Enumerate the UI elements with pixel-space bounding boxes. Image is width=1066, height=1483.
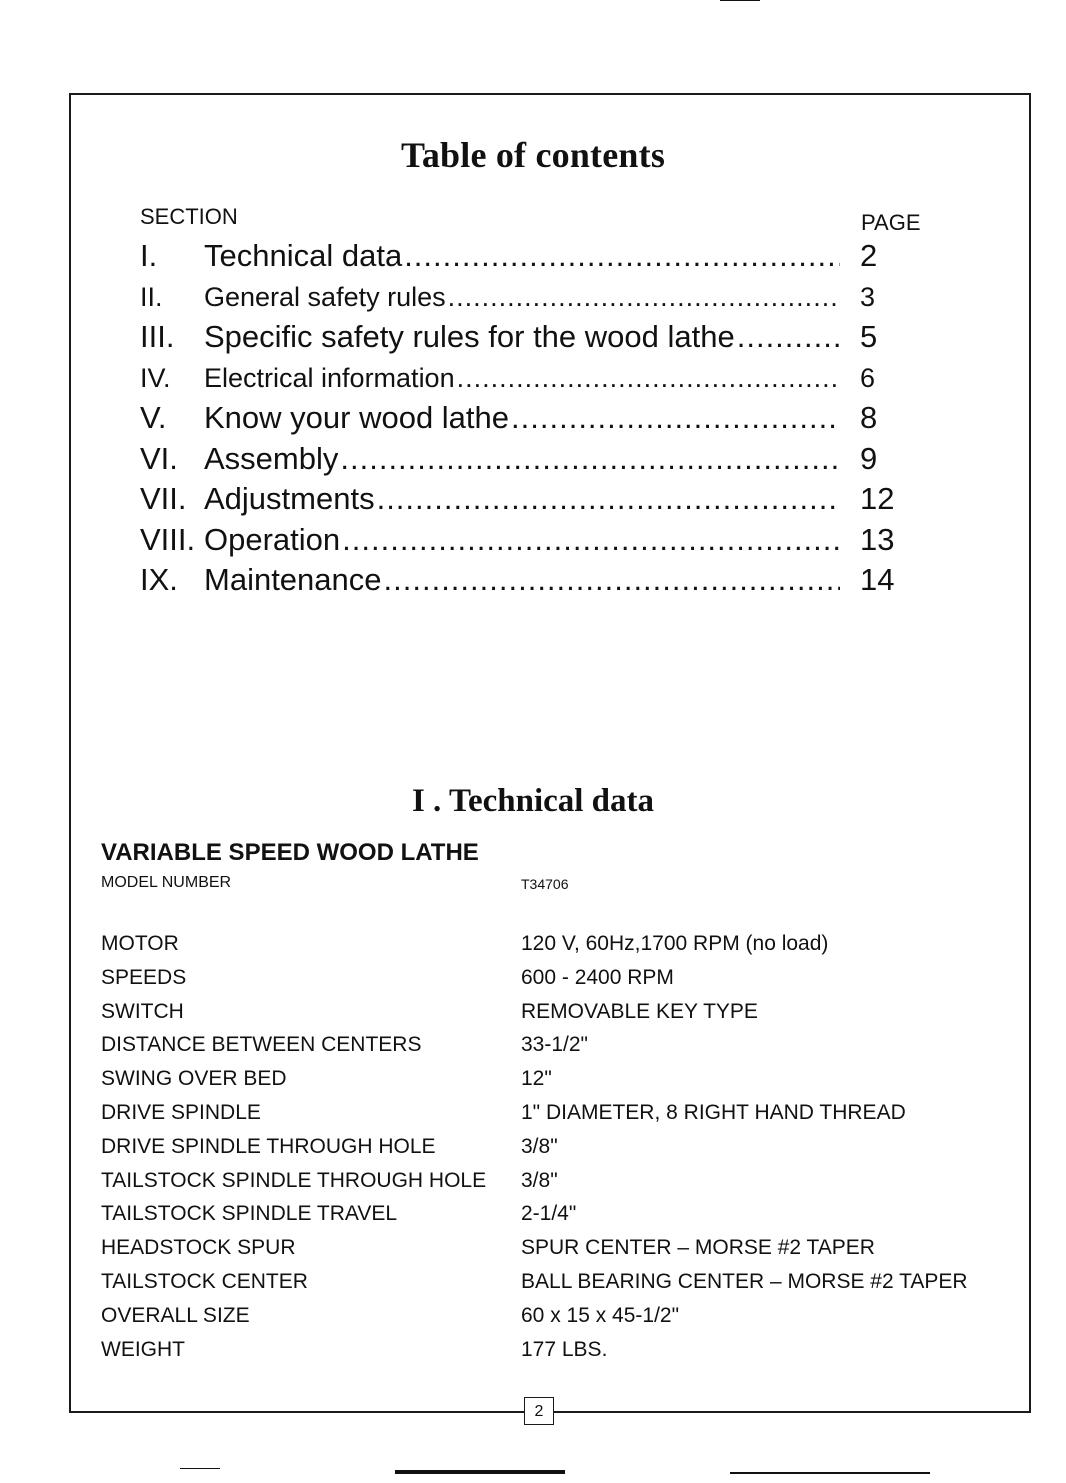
toc-entry-electrical-information[interactable] xyxy=(140,358,900,399)
toc-entry-page: 14 xyxy=(860,562,895,597)
toc-list xyxy=(140,236,900,601)
spec-row xyxy=(101,1267,1011,1301)
toc-entry-general-safety-rules[interactable] xyxy=(140,277,900,318)
spec-label: OVERALL SIZE xyxy=(101,1303,250,1327)
spec-row xyxy=(101,929,1011,963)
toc-entry-page: 5 xyxy=(860,319,878,354)
toc-entry-title: Specific safety rules for the wood lathe xyxy=(204,319,735,354)
spec-row xyxy=(101,1335,1011,1369)
spec-label: DISTANCE BETWEEN CENTERS xyxy=(101,1033,422,1057)
toc-entry-title: Operation xyxy=(204,521,341,557)
toc-entry-operation[interactable] xyxy=(140,520,900,561)
toc-entry-assembly[interactable] xyxy=(140,439,900,480)
spec-row xyxy=(101,1233,1011,1267)
toc-entry-page: 12 xyxy=(860,481,895,516)
toc-entry-number: VI. xyxy=(140,440,178,476)
spec-label: TAILSTOCK SPINDLE TRAVEL xyxy=(101,1202,398,1226)
toc-entry-technical-data[interactable] xyxy=(140,236,900,277)
toc-entry-number: I. xyxy=(140,238,158,273)
toc-entry-page: 9 xyxy=(860,440,878,476)
toc-title: Table of contents xyxy=(400,135,666,175)
toc-entry-title: Adjustments xyxy=(204,481,375,516)
toc-entry-know-your-wood-lathe[interactable] xyxy=(140,398,900,439)
toc-entry-number: VII. xyxy=(140,481,187,516)
toc-entry-number: II. xyxy=(140,281,163,312)
spec-value: 60 x 15 x 45-1/2" xyxy=(521,1303,680,1327)
toc-entry-specific-safety-rules[interactable] xyxy=(140,317,900,358)
spec-value: 177 LBS. xyxy=(521,1337,608,1361)
toc-entry-page: 2 xyxy=(860,238,878,273)
toc-entry-title: General safety rules xyxy=(204,281,446,312)
spec-value: 120 V, 60Hz,1700 RPM (no load) xyxy=(521,932,829,955)
spec-row xyxy=(101,1301,1011,1335)
page-number-badge: 2 xyxy=(524,1397,554,1425)
toc-entry-adjustments[interactable] xyxy=(140,479,900,520)
spec-row xyxy=(101,1132,1011,1166)
toc-entry-title: Assembly xyxy=(204,440,339,476)
model-number-label: MODEL NUMBER xyxy=(101,874,232,891)
spec-value: 2-1/4" xyxy=(521,1202,577,1226)
spec-value: 3/8" xyxy=(521,1168,558,1192)
spec-row xyxy=(101,997,1011,1031)
scan-artifact xyxy=(395,1470,565,1474)
toc-entry-number: V. xyxy=(140,400,167,435)
toc-section-header: SECTION xyxy=(140,204,238,229)
spec-row xyxy=(101,963,1011,997)
toc-entry-number: IV. xyxy=(140,362,171,393)
spec-value: 33-1/2" xyxy=(521,1033,588,1057)
toc-page-header: PAGE xyxy=(861,210,921,235)
toc-entry-number: VIII. xyxy=(140,521,196,557)
toc-entry-page: 6 xyxy=(860,362,876,393)
spec-label: SWING OVER BED xyxy=(101,1067,287,1091)
spec-value: 1" DIAMETER, 8 RIGHT HAND THREAD xyxy=(521,1100,906,1124)
toc-entry-page: 13 xyxy=(860,521,895,557)
toc-entry-title: Technical data xyxy=(204,238,403,273)
spec-row xyxy=(101,1199,1011,1233)
model-number-value: T34706 xyxy=(521,876,569,892)
spec-label: DRIVE SPINDLE xyxy=(101,1100,261,1124)
spec-label: HEADSTOCK SPUR xyxy=(101,1236,296,1260)
spec-row xyxy=(101,1030,1011,1064)
toc-entry-maintenance[interactable] xyxy=(140,560,900,601)
spec-value: REMOVABLE KEY TYPE xyxy=(521,999,758,1023)
spec-row xyxy=(101,1166,1011,1200)
spec-label: SPEEDS xyxy=(101,965,187,989)
spec-label: TAILSTOCK CENTER xyxy=(101,1269,308,1293)
spec-value: 3/8" xyxy=(521,1134,558,1158)
scan-artifact xyxy=(720,0,760,1)
toc-entry-page: 8 xyxy=(860,400,878,435)
spec-value: BALL BEARING CENTER – MORSE #2 TAPER xyxy=(521,1269,968,1293)
spec-row xyxy=(101,1098,1011,1132)
toc-entry-title: Maintenance xyxy=(204,562,382,597)
scan-artifact xyxy=(730,1472,930,1474)
technical-data-title: I . Technical data xyxy=(411,783,655,819)
toc-entry-page: 3 xyxy=(860,281,876,312)
spec-label: MOTOR xyxy=(101,932,179,955)
toc-entry-number: III. xyxy=(140,319,175,354)
spec-label: TAILSTOCK SPINDLE THROUGH HOLE xyxy=(101,1168,487,1192)
spec-label: WEIGHT xyxy=(101,1337,185,1361)
scan-artifact xyxy=(180,1468,220,1469)
spec-value: 12" xyxy=(521,1067,552,1091)
spec-label: DRIVE SPINDLE THROUGH HOLE xyxy=(101,1134,436,1158)
toc-entry-title: Electrical information xyxy=(204,362,455,393)
toc-entry-title: Know your wood lathe xyxy=(204,400,510,435)
spec-value: 600 - 2400 RPM xyxy=(521,965,674,989)
toc-entry-number: IX. xyxy=(140,562,178,597)
spec-label: SWITCH xyxy=(101,999,184,1023)
spec-row xyxy=(101,1064,1011,1098)
spec-table xyxy=(101,929,1011,1368)
product-name: VARIABLE SPEED WOOD LATHE xyxy=(101,839,479,866)
spec-value: SPUR CENTER – MORSE #2 TAPER xyxy=(521,1236,875,1260)
